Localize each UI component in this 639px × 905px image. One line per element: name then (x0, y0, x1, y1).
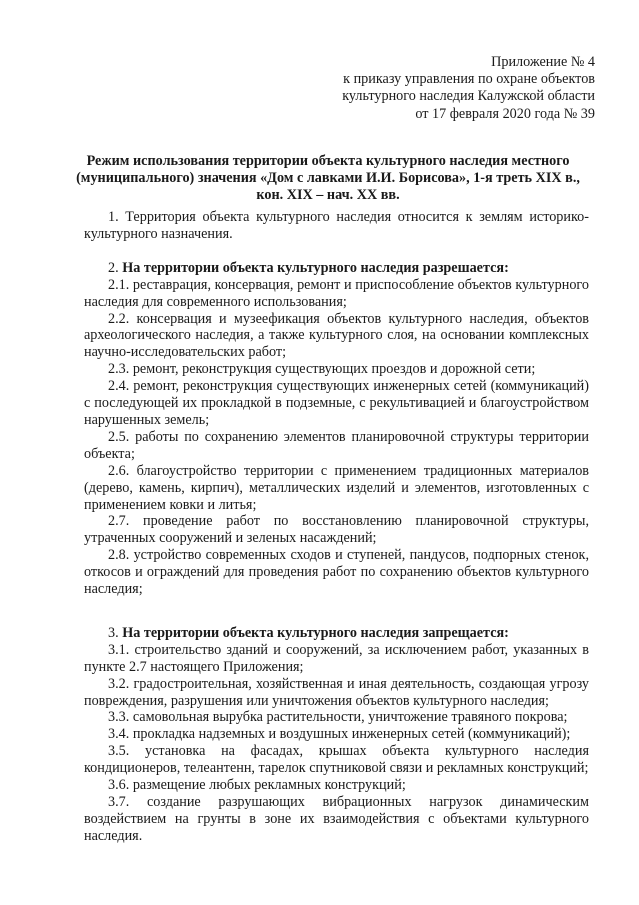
appendix-line-4: от 17 февраля 2020 года № 39 (415, 105, 595, 122)
section-2-number: 2. (108, 259, 119, 276)
list-item-2-8: 2.8. устройство современных сходов и ступеней, пандусов, подпорных стенок, откосов и ограждений для проведения работ по сохранению объектов культурного наследия; (84, 547, 589, 598)
list-item-3-4: 3.4. прокладка надземных и воздушных инженерных сетей (коммуникаций); (108, 726, 571, 743)
title-line-1: Режим использования территории объекта культурного наследия местного (86, 153, 570, 169)
spacer (84, 598, 589, 625)
list-item-2-4: 2.4. ремонт, реконструкция существующих инженерных сетей (коммуникаций) с последующей их прокладкой в подземные, с рекультивацией и благоустройством нарушенных земель; (84, 378, 589, 428)
section-2-heading-text: На территории объекта культурного наследия разрешается: (122, 259, 509, 276)
section-1-paragraph: 1. Территория объекта культурного наследия относится к землям историко-культурного назначения. (84, 209, 589, 242)
list-item-2-1: 2.1. реставрация, консервация, ремонт и приспособление объектов культурного наследия для современного использования; (84, 276, 589, 310)
appendix-line-1: Приложение № 4 (491, 54, 595, 70)
list-item-3-3: 3.3. самовольная вырубка растительности, уничтожение травяного покрова; (108, 709, 568, 726)
list-item-2-5: 2.5. работы по сохранению элементов планировочной структуры территории объекта; (84, 428, 589, 462)
section-3-number: 3. (108, 624, 119, 641)
list-item-3-1: 3.1. строительство зданий и сооружений, за исключением работ, указанных в пункте 2.7 настоящего Приложения; (84, 641, 589, 675)
section-2-heading (84, 260, 589, 277)
document-body (84, 209, 589, 845)
appendix-header (265, 54, 595, 123)
appendix-line-3: культурного наследия Калужской области (342, 88, 595, 105)
section-3-heading (84, 625, 589, 642)
list-item-3-5: 3.5. установка на фасадах, крышах объекта культурного наследия кондиционеров, телеантенн, тарелок спутниковой связи и рекламных конструкций; (84, 743, 589, 777)
document-title (74, 153, 582, 204)
list-item-2-7: 2.7. проведение работ по восстановлению планировочной структуры, утраченных сооружений и зеленых насаждений; (84, 513, 589, 547)
title-line-3: кон. XIX – нач. XX вв. (256, 187, 400, 203)
list-item-2-2: 2.2. консервация и музеефикация объектов культурного наследия, объектов археологического наследия, а также культурного слоя, на основании комплексных научно-исследовательских работ; (84, 310, 589, 361)
spacer (84, 243, 589, 260)
list-item-3-6: 3.6. размещение любых рекламных конструкций; (108, 777, 406, 794)
list-item-3-7: 3.7. создание разрушающих вибрационных нагрузок динамическим воздействием на грунты в зоне их взаимодействия с объектами культурного наследия. (84, 794, 589, 844)
list-item-3-2: 3.2. градостроительная, хозяйственная и иная деятельность, создающая угрозу повреждения, разрушения или уничтожения объектов культурного наследия; (84, 675, 589, 709)
list-item-2-6: 2.6. благоустройство территории с применением традиционных материалов (дерево, камень, кирпич), металлических изделий и элементов, изготовленных с применением ковки и литья; (84, 462, 589, 513)
appendix-line-2: к приказу управления по охране объектов (343, 71, 595, 88)
title-line-2: (муниципального) значения «Дом с лавками И.И. Борисова», 1-я треть XIX в., (76, 170, 580, 186)
section-3-heading-text: На территории объекта культурного наследия запрещается: (122, 624, 509, 641)
list-item-2-3: 2.3. ремонт, реконструкция существующих проездов и дорожной сети; (108, 361, 536, 378)
